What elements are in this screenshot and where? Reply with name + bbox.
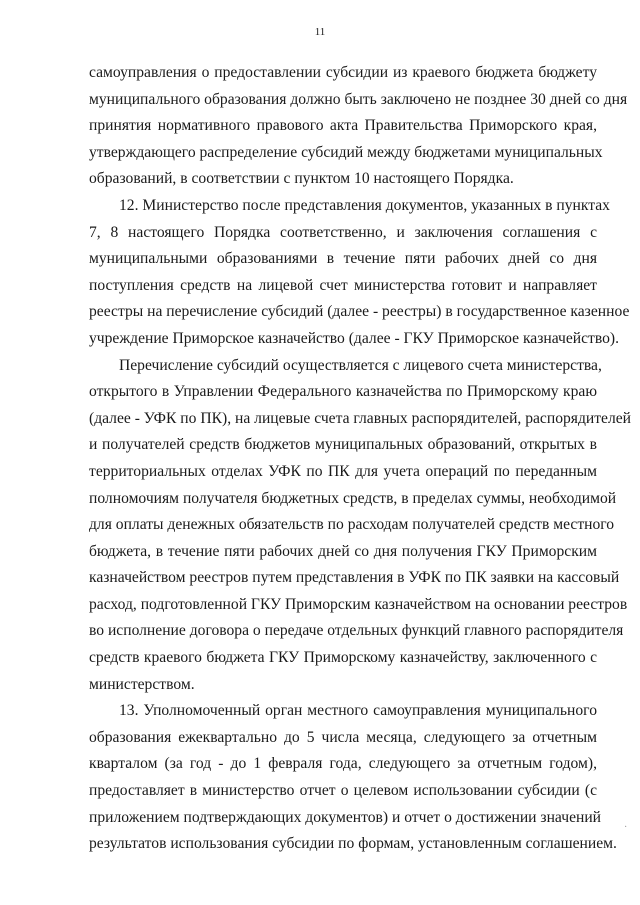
text-line: 13. Уполномоченный орган местного самоуправления муниципального [119,702,597,720]
text-line: учреждение Приморское казначейство (далее - ГКУ Приморское казначейство). [89,329,620,347]
text-line: самоуправления о предоставлении субсидии из краевого бюджета бюджету [89,64,597,81]
text-line: казначейством реестров путем представления в УФК по ПК заявки на кассовый [89,569,620,587]
text-line: расход, подготовленной ГКУ Приморским казначейством на основании реестров [89,595,628,613]
text-line: приложением подтверждающих документов) и отчет о достижении значений [89,808,602,826]
text-line: полномочиям получателя бюджетных средств, в пределах суммы, необходимой [89,489,617,507]
text-line: поступления средств на лицевой счет министерства готовит и направляет [89,276,597,294]
scan-speck: · [624,822,628,833]
paragraph-continuation [89,60,628,193]
text-line: для оплаты денежных обязательств по расходам получателей средств местного [89,516,615,534]
text-line: 12. Министерство после представления документов, указанных в пунктах [119,196,610,214]
text-line: открытого в Управлении Федерального казначейства по Приморскому краю [89,383,597,401]
text-line: министерством. [89,675,195,693]
text-line: кварталом (за год - до 1 февраля года, следующего за отчетным годом), [89,755,597,773]
text-line: средств краевого бюджета ГКУ Приморскому казначейству, заключенного с [89,649,597,667]
text-line: 7, 8 настоящего Порядка соответственно, и заключения соглашения с [89,223,597,241]
text-line: образования ежеквартально до 5 числа месяца, следующего за отчетным [89,728,597,746]
paragraph-clause-13 [89,698,617,858]
text-line: территориальных отделах УФК по ПК для учета операций по переданным [89,462,597,480]
paragraph-clause-12 [89,193,630,353]
text-line: (далее - УФК по ПК), на лицевые счета главных распорядителей, распорядителей [89,409,632,427]
paragraph-transfer [89,353,632,699]
text-line: предоставляет в министерство отчет о целевом использовании субсидии (с [89,782,597,800]
text-line: муниципального образования должно быть заключено не позднее 30 дней со дня [89,90,628,108]
text-line: утверждающего распределение субсидий между бюджетами муниципальных [89,143,603,161]
text-line: результатов использования субсидии по формам, установленным соглашением. [89,835,617,853]
document-body [89,60,632,858]
text-line: принятия нормативного правового акта Правительства Приморского края, [89,117,597,135]
text-line: муниципальными образованиями в течение пяти рабочих дней со дня [89,250,597,268]
page-number: 11 [314,26,326,38]
text-line: и получателей средств бюджетов муниципальных образований, открытых в [89,436,597,454]
text-line: во исполнение договора о передаче отдельных функций главного распорядителя [89,622,624,640]
text-line: реестры на перечисление субсидий (далее - реестры) в государственное казенное [89,303,630,321]
text-line: образований, в соответствии с пунктом 10 настоящего Порядка. [89,170,514,188]
text-line: бюджета, в течение пяти рабочих дней со дня получения ГКУ Приморским [89,542,597,560]
text-line: Перечисление субсидий осуществляется с лицевого счета министерства, [119,356,602,374]
